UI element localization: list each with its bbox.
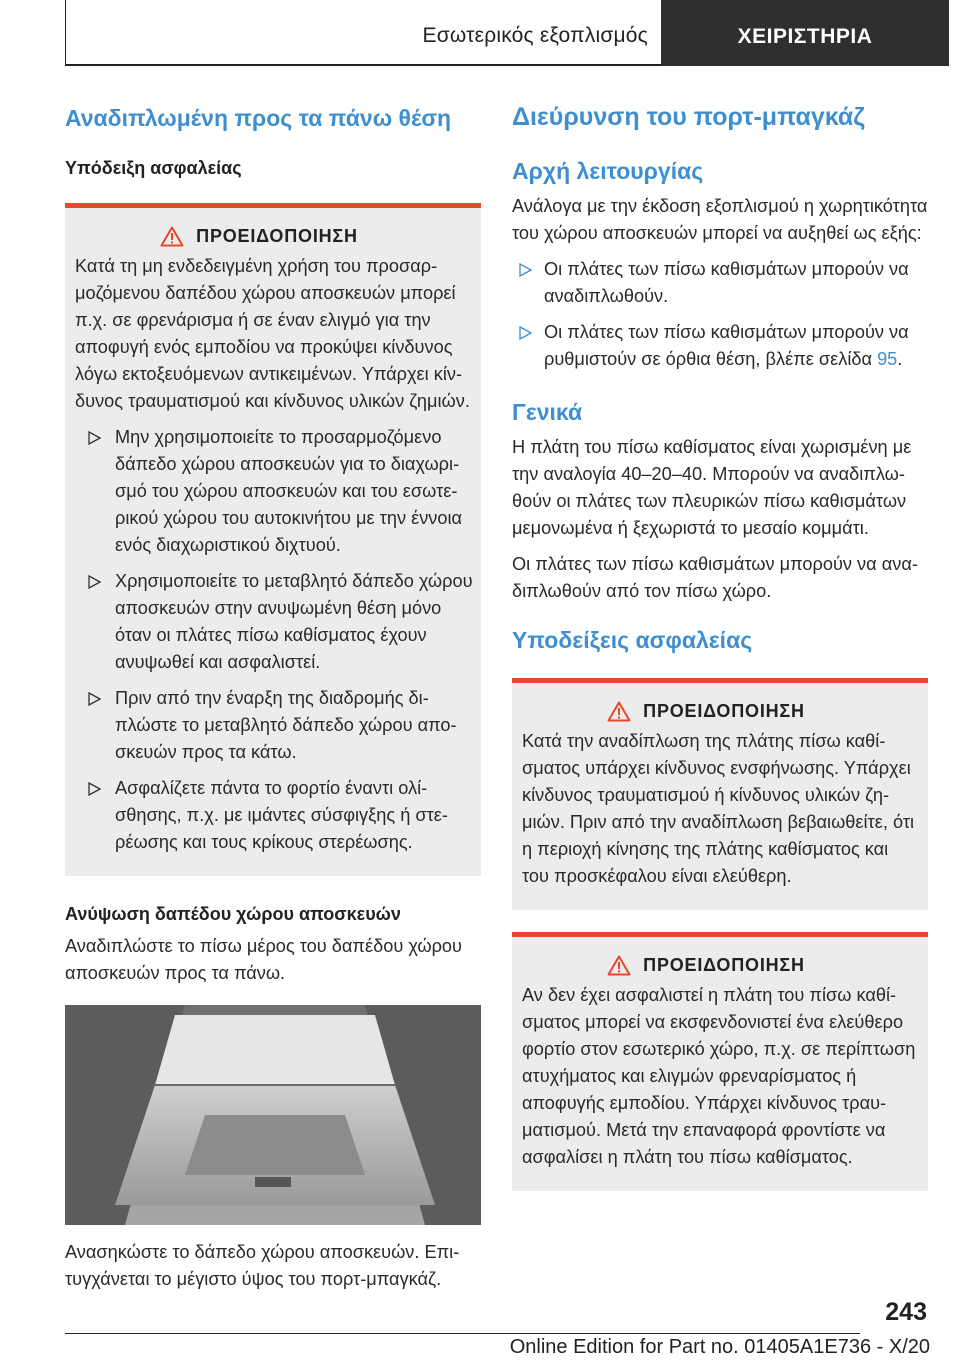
- header-bottom-rule: [65, 64, 661, 66]
- warning-triangle-icon: [607, 955, 631, 976]
- warning-list: [75, 424, 473, 856]
- list-item-text: Ασφαλίζετε πάντα το φορτίο έναντι ολίσθησης, π.χ. με ιμάντες σύσφιγξης ή στερέωσης και τους κρίκους στερέωσης.: [115, 778, 448, 852]
- warning-header: [522, 701, 920, 722]
- warning-header: [75, 226, 473, 247]
- warning-text: Κατά τη μη ενδεδειγμένη χρήση του προσαρμοζόμενου δαπέδου χώρου αποσκευών μπορεί π.χ. σε φρενάρισμα ή σε έναν ελιγμό για την αποφυγή ενός εμποδίου να προκύψει κίνδυνος λόγω εκτοξευόμενων αντικειμένων. Υπάρχει κίνδυνος τραυματισμού και κίνδυνος υλικών ζημιών.: [75, 256, 470, 411]
- warning-box: [65, 203, 481, 876]
- principle-text: Ανάλογα με την έκδοση εξοπλισμού η χωρητικότητα του χώρου αποσκευών μπορεί να αυξηθεί ως εξής:: [512, 196, 928, 243]
- warning-title: ΠΡΟΕΙΔΟΠΟΙΗΣΗ: [643, 701, 805, 721]
- list-item-text: Χρησιμοποιείτε το μεταβλητό δάπεδο χώρου αποσκευών στην ανυψωμένη θέση μόνο όταν οι πλάτες πίσω καθίσματος έχουν ανυψωθεί και ασφαλιστεί.: [115, 571, 473, 672]
- warning-triangle-icon: [160, 226, 184, 247]
- list-item: [75, 685, 473, 766]
- warning-text: Κατά την αναδίπλωση της πλάτης πίσω καθίσματος υπάρχει κίνδυνος ενσφήνωσης. Υπάρχει κίνδυνος τραυματισμού ή κίνδυνος υλικών ζημιών. Πριν από την αναδίπλωση βεβαιωθείτε, ότι η περιοχή κίνησης της πλάτης καθίσματος και του προσκέφαλου είναι ελεύθερη.: [522, 731, 915, 886]
- list-item: [75, 568, 473, 676]
- warning-box: [512, 932, 928, 1191]
- warning-title: ΠΡΟΕΙΔΟΠΟΙΗΣΗ: [643, 955, 805, 975]
- trunk-photo-illustration: [65, 1005, 481, 1225]
- page-reference-link[interactable]: 95: [877, 349, 898, 369]
- header-chapter-tab[interactable]: ΧΕΙΡΙΣΤΗΡΙΑ: [661, 0, 949, 66]
- list-item-text: Μην χρησιμοποιείτε το προσαρμοζόμενο δάπεδο χώρου αποσκευών για το διαχωρισμό του χώρου αποσκευών και του εσωτερικού χώρου του αυτοκινήτου με την έννοια ενός διαχωριστικού διχτυού.: [115, 427, 463, 555]
- left-section-title: Αναδιπλωμένη προς τα πάνω θέση: [65, 105, 452, 131]
- header-section-title: Εσωτερικός εξοπλισμός: [422, 24, 648, 47]
- right-section-title: Διεύρυνση του πορτ-μπαγκάζ: [512, 103, 865, 131]
- list-item: [75, 775, 473, 856]
- triangle-bullet-icon: [87, 575, 101, 589]
- lift-floor-heading: Ανύψωση δαπέδου χώρου αποσκευών: [65, 904, 401, 924]
- safety-note-heading: Υπόδειξη ασφαλείας: [65, 158, 242, 178]
- list-item: [75, 424, 473, 559]
- footer-rule: [65, 1333, 860, 1334]
- list-item-text: Πριν από την έναρξη της διαδρομής διπλώστε το μεταβλητό δάπεδο χώρου αποσκευών προς τα κάτω.: [115, 688, 457, 762]
- principle-list: [512, 256, 928, 373]
- list-item-text: Οι πλάτες των πίσω καθισμάτων μπορούν να αναδιπλωθούν.: [544, 259, 909, 306]
- list-item: [512, 319, 928, 373]
- list-item-suffix: .: [897, 349, 903, 369]
- list-item: [512, 256, 928, 310]
- safety-notes-heading: Υποδείξεις ασφαλείας: [512, 627, 753, 653]
- general-paragraph-1: Η πλάτη του πίσω καθίσματος είναι χωρισμένη με την αναλογία 40–20–40. Μπορούν να αναδιπλωθούν οι πλάτες των πλευρικών πίσω καθισμάτων μεμονωμένα ή ξεχωριστά το μεσαίο κομμάτι.: [512, 437, 912, 538]
- triangle-bullet-icon: [87, 782, 101, 796]
- photo-caption: Ανασηκώστε το δάπεδο χώρου αποσκευών. Επιτυγχάνεται το μέγιστο ύψος του πορτ-μπαγκάζ.: [65, 1242, 460, 1289]
- trunk-floor-photo: [65, 1005, 481, 1225]
- triangle-bullet-icon: [87, 692, 101, 706]
- triangle-bullet-icon: [518, 263, 532, 277]
- warning-triangle-icon: [607, 701, 631, 722]
- list-item-text: Οι πλάτες των πίσω καθισμάτων μπορούν να ρυθμιστούν σε όρθια θέση, βλέπε σελίδα: [544, 322, 909, 369]
- left-column: [65, 100, 481, 1293]
- principle-heading: Αρχή λειτουργίας: [512, 158, 704, 184]
- footer-edition: Online Edition for Part no. 01405A1E736 - X/20: [509, 1336, 930, 1358]
- page-number: 243: [885, 1298, 927, 1326]
- right-column: [512, 100, 928, 1191]
- header-left-rule: [65, 0, 66, 66]
- general-paragraph-2: Οι πλάτες των πίσω καθισμάτων μπορούν να αναδιπλωθούν από τον πίσω χώρο.: [512, 554, 918, 601]
- warning-text: Αν δεν έχει ασφαλιστεί η πλάτη του πίσω καθίσματος μπορεί να εκσφενδονιστεί ένα ελεύθερο φορτίο στον εσωτερικό χώρο, π.χ. σε περίπτωση ατυχήματος και ελιγμών φρεναρίσματος ή αποφυγής εμποδίου. Υπάρχει κίνδυνος τραυματισμού. Μετά την επαναφορά φροντίστε να ασφαλίσει η πλάτη του πίσω καθίσματος.: [522, 985, 916, 1167]
- triangle-bullet-icon: [518, 326, 532, 340]
- general-heading: Γενικά: [512, 399, 583, 425]
- lift-floor-text: Αναδιπλώστε το πίσω μέρος του δαπέδου χώρου αποσκευών προς τα πάνω.: [65, 936, 462, 983]
- triangle-bullet-icon: [87, 431, 101, 445]
- warning-header: [522, 955, 920, 976]
- warning-box: [512, 678, 928, 910]
- warning-title: ΠΡΟΕΙΔΟΠΟΙΗΣΗ: [196, 226, 358, 246]
